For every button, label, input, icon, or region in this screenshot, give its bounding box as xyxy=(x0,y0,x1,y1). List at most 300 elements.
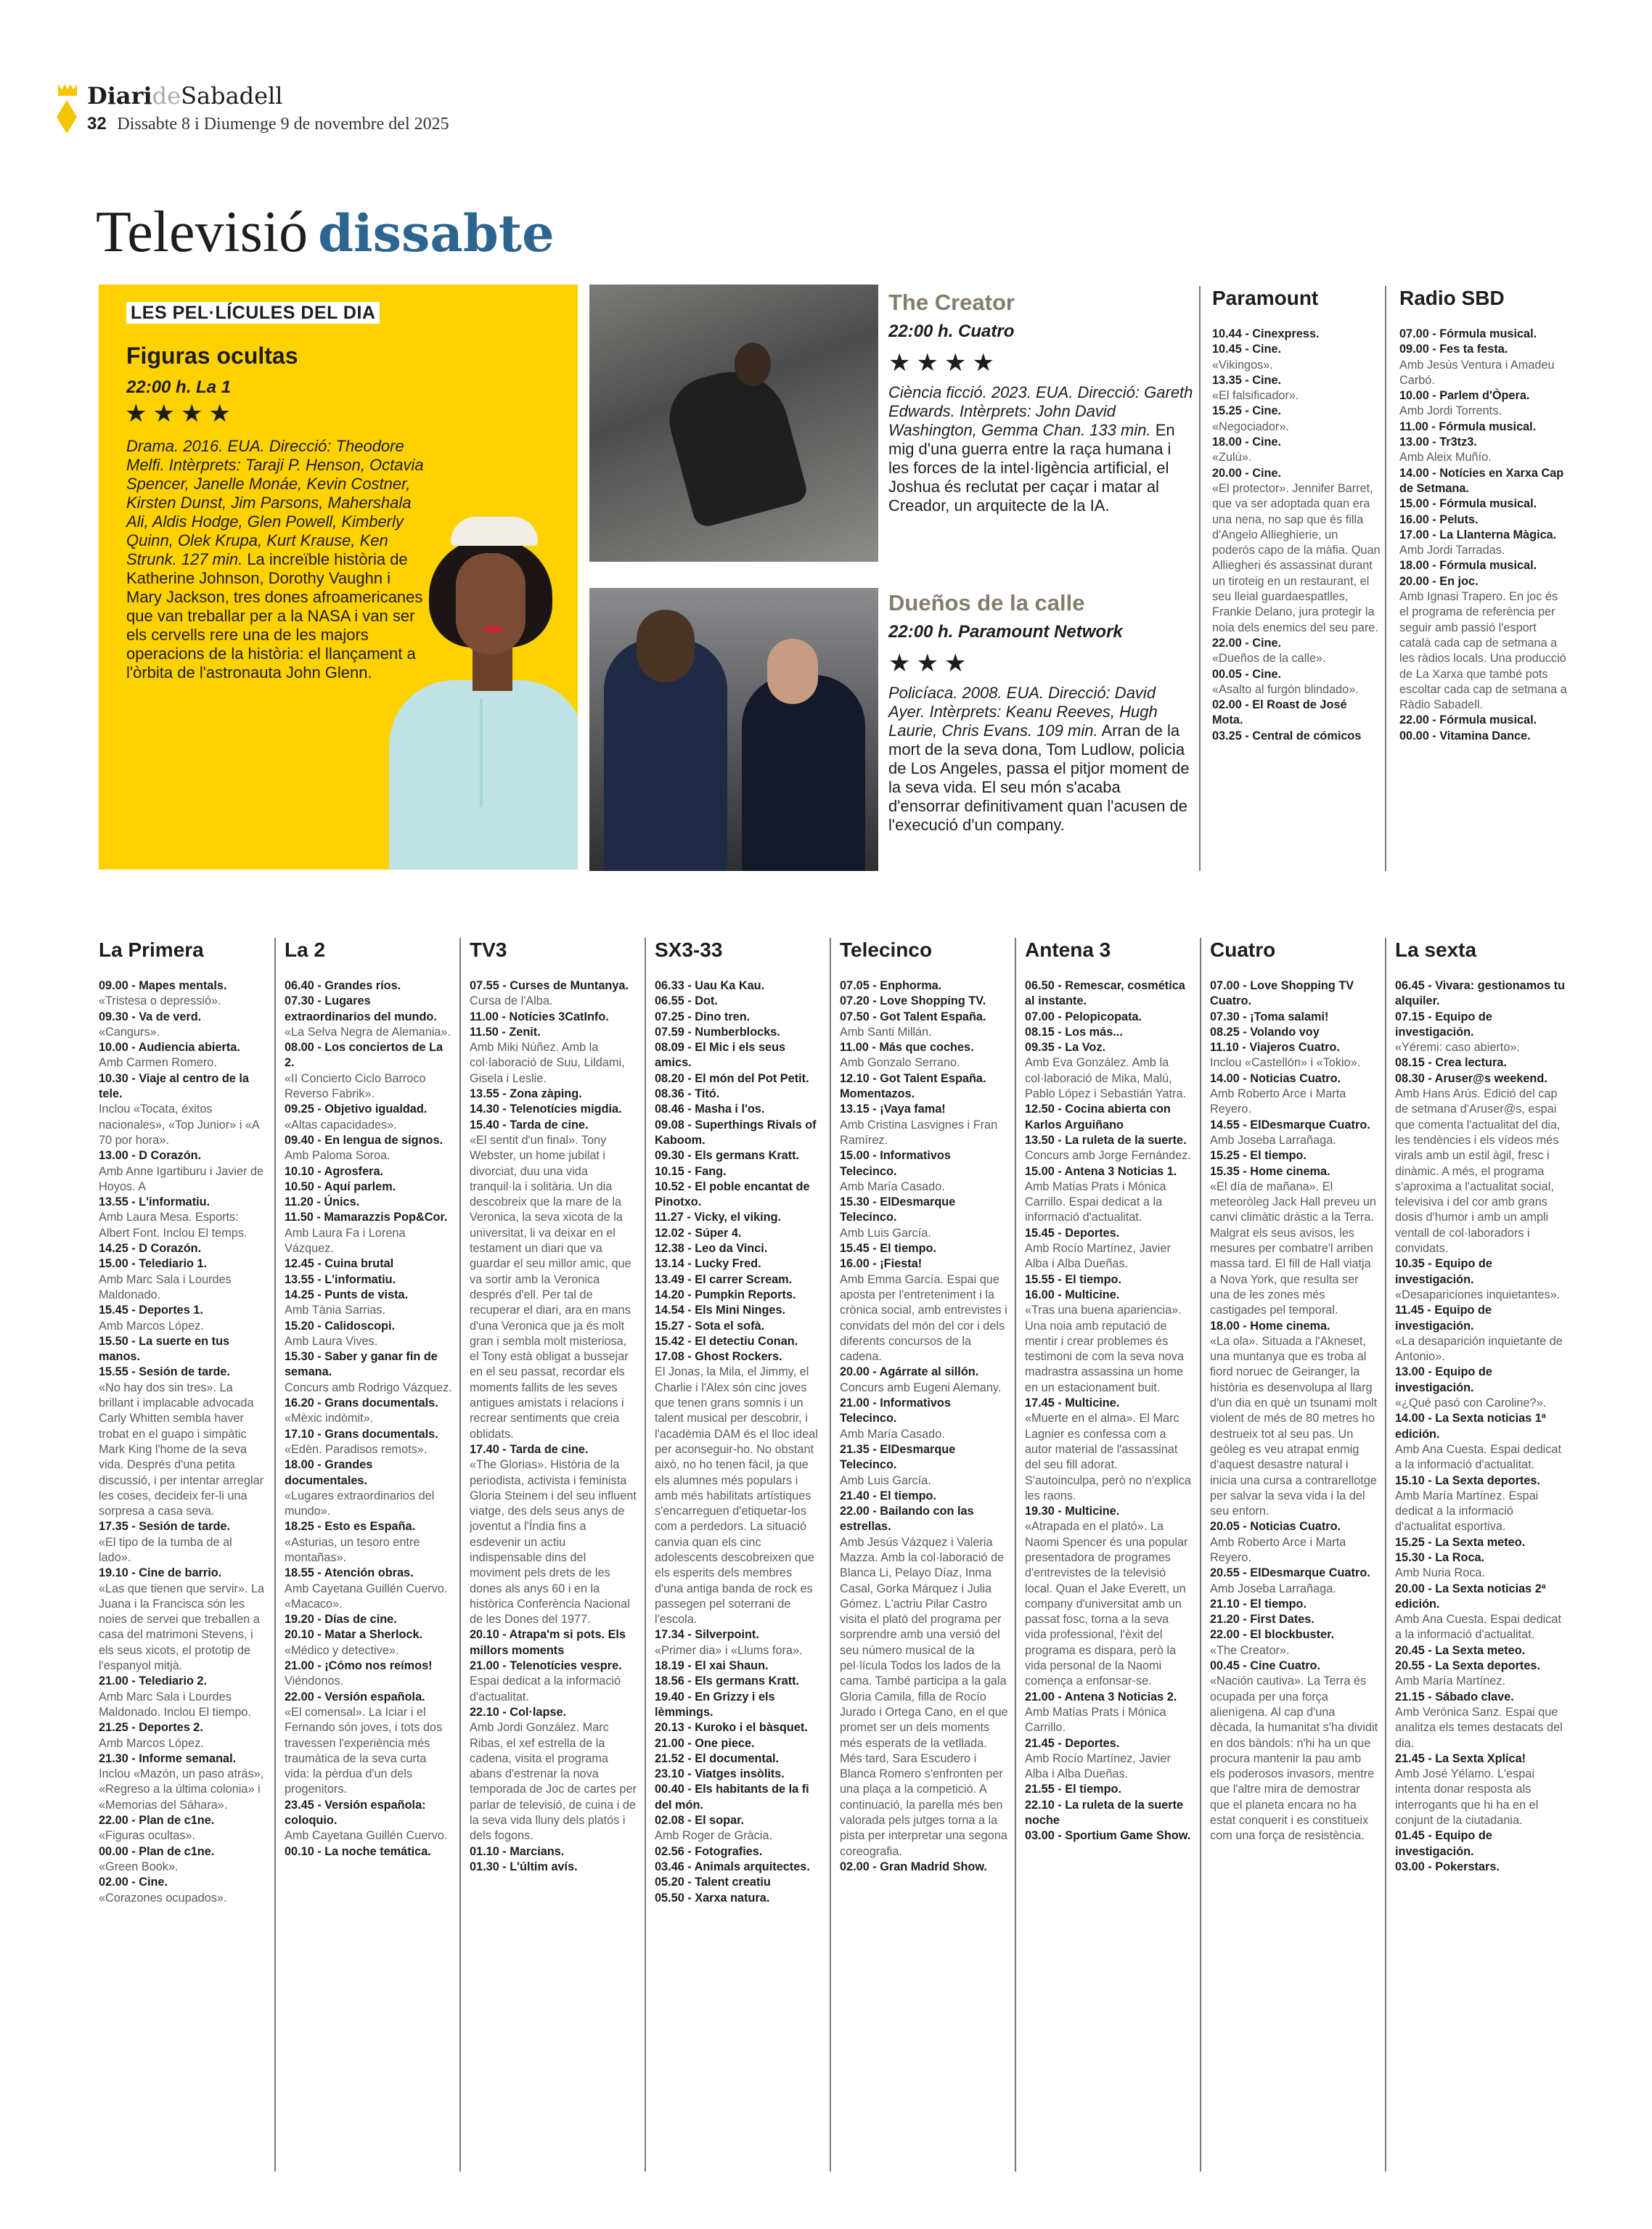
program-description: Amb Cristina Lasvignes i Fran Ramírez. xyxy=(840,1118,998,1147)
channel-column-la-2 xyxy=(285,938,453,2172)
channel-column-radio-sbd xyxy=(1399,286,1568,867)
channel-name: La sexta xyxy=(1395,938,1477,961)
program-listing xyxy=(1399,327,1568,342)
program-time-title: 21.45 - La Sexta Xplica! xyxy=(1395,1751,1526,1765)
program-time-title: 09.25 - Objetivo igualdad. xyxy=(285,1103,428,1116)
program-time-title: 06.33 - Uau Ka Kau. xyxy=(655,979,765,992)
program-time-title: 01.10 - Marcians. xyxy=(470,1844,565,1858)
program-time-title: 06.45 - Vivara: gestionamos tu alquiler. xyxy=(1395,979,1566,1008)
program-description: «Asturias, un tesoro entre montañas». xyxy=(285,1535,420,1564)
brand-part-diari: Diari xyxy=(87,82,152,110)
program-time-title: 00.05 - Cine. xyxy=(1212,667,1282,681)
program-time-title: 21.00 - Telediario 2. xyxy=(99,1674,208,1688)
program-listing xyxy=(840,1442,1008,1489)
program-listing xyxy=(1210,1566,1378,1597)
program-description: «¿Qué pasó con Caroline?». xyxy=(1395,1396,1547,1410)
program-time-title: 13.50 - La ruleta de la suerte. xyxy=(1025,1133,1187,1147)
program-time-title: 14.00 - Noticias Cuatro. xyxy=(1210,1071,1341,1085)
film-still-the-creator xyxy=(589,285,878,562)
program-description: Amb Jesús Ventura i Amadeu Carbó. xyxy=(1399,358,1555,387)
program-time-title: 14.54 - Els Mini Ninges. xyxy=(655,1304,786,1317)
program-listing xyxy=(1212,667,1381,698)
program-time-title: 15.45 - El tiempo. xyxy=(840,1242,937,1256)
program-listing xyxy=(1395,1256,1569,1303)
program-listing xyxy=(99,1751,267,1813)
program-listing xyxy=(1399,512,1568,528)
program-time-title: 18.00 - Grandes documentales. xyxy=(285,1458,373,1487)
program-time-title: 10.15 - Fang. xyxy=(655,1164,727,1178)
program-description: «El falsificador». xyxy=(1212,389,1299,403)
program-listing xyxy=(99,1875,267,1906)
program-description: Inclou «Mazón, un paso atrás», «Regreso a la última colonia» i «Memorias del Sáhara». xyxy=(99,1767,264,1812)
program-listing xyxy=(1399,435,1568,466)
program-time-title: 12.50 - Cocina abierta con Karlos Arguiñano xyxy=(1025,1103,1171,1132)
program-time-title: 00.45 - Cine Cuatro. xyxy=(1210,1659,1321,1673)
program-description: «Atrapada en el plató». La Naomi Spencer és una popular presentadora de programes d'entrevistes de la televisió local. Quan el Jake Everett, un company d'universitat amb un passat fosc, torna a la seva vida professional, l'èxit del programa es dispara, però la vida personal de la Naomi comença a enfonsar-se. xyxy=(1025,1520,1188,1688)
program-time-title: 19.10 - Cine de barrio. xyxy=(99,1566,222,1580)
channel-name: La Primera xyxy=(99,938,204,961)
program-time-title: 17.08 - Ghost Rockers. xyxy=(655,1350,782,1364)
program-listing xyxy=(655,1164,823,1179)
channel-name: Radio SBD xyxy=(1399,287,1505,309)
program-description: Amb Jordi Torrents. xyxy=(1399,404,1502,418)
program-listing xyxy=(285,1319,453,1350)
program-listing xyxy=(285,1659,453,1690)
program-listing xyxy=(1395,1659,1569,1690)
program-description: «La desaparición inquietante de Antonio». xyxy=(1395,1334,1563,1364)
section-kicker: LES PEL·LÍCULES DEL DIA xyxy=(126,302,380,324)
program-listing xyxy=(470,1102,638,1117)
program-description: «Corazones ocupados». xyxy=(99,1891,227,1905)
program-listing xyxy=(99,1720,267,1751)
column-divider xyxy=(1015,938,1016,2172)
program-time-title: 17.40 - Tarda de cine. xyxy=(470,1442,589,1456)
program-description: Amb Cayetana Guillén Cuervo. «Macaco». xyxy=(285,1582,448,1611)
program-time-title: 23.45 - Versión española: coloquio. xyxy=(285,1798,426,1828)
program-time-title: 08.46 - Masha i l'os. xyxy=(655,1103,765,1116)
program-description: Amb Eva González. Amb la col·laboració de Mika, Malú, Pablo López i Sebastián Yatra. xyxy=(1025,1056,1187,1101)
program-description: Amb Matías Prats i Mónica Carrillo. xyxy=(1025,1705,1166,1735)
program-time-title: 22.00 - Versión española. xyxy=(285,1690,425,1704)
program-description: «Zulú». xyxy=(1212,451,1252,465)
program-time-title: 20.55 - ElDesmarque Cuatro. xyxy=(1210,1566,1370,1580)
program-listing xyxy=(285,1272,453,1288)
program-description: Amb Marc Sala i Lourdes Maldonado. Inclou El tiempo. xyxy=(99,1690,251,1719)
program-time-title: 00.00 - Plan de c1ne. xyxy=(99,1844,215,1858)
film-review xyxy=(888,589,1193,835)
program-description: «El día de mañana». El meteoròleg Jack Hall preveu un canvi climàtic dràstic a la Terra. Malgrat els seus avisos, les mesures per combatre'l arriben massa tard. El fill de Hall viatja a Nova York, que resulta ser una de les zones més castigades pel temporal. xyxy=(1210,1179,1376,1317)
program-time-title: 05.20 - Talent creatiu xyxy=(655,1876,771,1889)
program-time-title: 12.10 - Got Talent España. Momentazos. xyxy=(840,1071,986,1101)
column-divider xyxy=(1199,286,1201,871)
program-description: Amb Tània Sarrias. xyxy=(285,1304,386,1317)
program-time-title: 13.49 - El carrer Scream. xyxy=(655,1272,793,1286)
program-description: Amb Ana Cuesta. Espai dedicat a la informació d'actualitat. xyxy=(1395,1613,1561,1642)
program-description: Amb José Yélamo. L'espai intenta donar resposta als interrogants que hi ha en el conjunt de la ciutadania. xyxy=(1395,1767,1539,1828)
program-time-title: 10.10 - Agrosfera. xyxy=(285,1164,384,1178)
program-description: «Yéremi: caso abierto». xyxy=(1395,1041,1520,1055)
program-time-title: 13.55 - L'informatiu. xyxy=(285,1272,396,1286)
program-time-title: 15.55 - Sesión de tarde. xyxy=(99,1365,230,1379)
star-rating-icon: ★★★★ xyxy=(888,349,1000,377)
program-description: Amb Rocío Martínez, Javier Alba i Alba Dueñas. xyxy=(1025,1242,1171,1271)
program-description: «Altas capacidades». xyxy=(285,1118,397,1132)
page-title-light: Televisió xyxy=(96,200,308,264)
program-time-title: 02.00 - Cine. xyxy=(99,1876,168,1889)
program-listing xyxy=(1025,1025,1193,1040)
program-listing xyxy=(655,978,823,994)
program-listing xyxy=(840,1256,1008,1365)
program-listing xyxy=(655,1674,823,1689)
program-listing xyxy=(470,1705,638,1844)
program-listing xyxy=(99,1334,267,1365)
program-time-title: 17.34 - Silverpoint. xyxy=(655,1628,759,1642)
program-description: «Negociador». xyxy=(1212,420,1289,433)
program-time-title: 13.00 - Tr3tz3. xyxy=(1399,435,1477,449)
program-description: «Edèn. Paradisos remots». xyxy=(285,1442,428,1456)
program-description: Amb Marcos López. xyxy=(99,1736,204,1750)
program-listing xyxy=(655,1349,823,1627)
program-time-title: 20.10 - Matar a Sherlock. xyxy=(285,1628,423,1642)
program-time-title: 18.00 - Fórmula musical. xyxy=(1399,559,1537,573)
program-listing xyxy=(1395,1071,1569,1257)
program-time-title: 10.00 - Parlem d'Òpera. xyxy=(1399,389,1530,403)
program-time-title: 16.00 - Multicine. xyxy=(1025,1288,1120,1301)
program-listing xyxy=(655,1256,823,1272)
program-description: Amb Marc Sala i Lourdes Maldonado. xyxy=(99,1272,232,1301)
program-listing xyxy=(1025,1133,1193,1164)
program-listing xyxy=(655,1025,823,1040)
program-listing xyxy=(1212,327,1381,342)
program-time-title: 16.00 - ¡Fiesta! xyxy=(840,1257,923,1271)
program-listing xyxy=(655,1782,823,1813)
program-time-title: 07.50 - Got Talent España. xyxy=(840,1010,986,1023)
program-description: «El protector». Jennifer Barret, que va ser adoptada quan era una nena, no sap que és filla d'Angelo Allieghierie, un poderós capo de la màfia. Quan Alliegheri és assassinat durant un tiroteig en un restaurant, el seu lleial guardaespatlles, Frankie Delano, jura protegir la noia dels enemics del seu pare. xyxy=(1212,481,1381,634)
program-description: Amb Jordi González. Marc Ribas, el xef estrella de la cadena, visita el programa abans d'estrenar la nova temporada de Joc de cartes per parlar de televisió, de cuina i de la seva vida lluny dels platós i dels fogons. xyxy=(470,1721,637,1843)
program-listing xyxy=(655,1844,823,1860)
program-time-title: 11.50 - Mamarazzis Pop&Cor. xyxy=(285,1211,448,1224)
program-description: «Asalto al furgón blindado». xyxy=(1212,682,1359,696)
program-time-title: 00.40 - Els habitants de la fi del món. xyxy=(655,1783,809,1812)
program-description: Amb Emma García. Espai que aposta per l'entreteniment i la crònica social, amb entrevistes i convidats del món del cor i dels diferents concursos de la cadena. xyxy=(840,1272,1007,1364)
program-description: «Desapariciones inquietantes». xyxy=(1395,1288,1561,1301)
program-description: Amb Verónica Sanz. Espai que analitza els temes destacats del dia. xyxy=(1395,1705,1563,1750)
star-rating-icon: ★★★★ xyxy=(125,400,237,428)
program-listing xyxy=(655,1241,823,1256)
program-listing xyxy=(655,1860,823,1875)
program-listing xyxy=(99,1071,267,1148)
program-listing xyxy=(285,1179,453,1195)
page-info xyxy=(87,113,449,135)
program-listing xyxy=(99,1674,267,1720)
program-time-title: 13.14 - Lucky Fred. xyxy=(655,1257,761,1271)
program-listing xyxy=(655,1319,823,1334)
program-listing xyxy=(99,1256,267,1303)
program-listing xyxy=(655,1690,823,1721)
program-listing xyxy=(840,1010,1008,1041)
program-time-title: 13.00 - Equipo de investigación. xyxy=(1395,1365,1492,1394)
program-listing xyxy=(285,1396,453,1427)
program-listing xyxy=(1210,978,1378,1010)
program-time-title: 20.13 - Kuroko i el bàsquet. xyxy=(655,1721,808,1735)
program-time-title: 21.40 - El tiempo. xyxy=(840,1489,937,1502)
program-listing xyxy=(99,978,267,1010)
program-time-title: 13.15 - ¡Vaya fama! xyxy=(840,1103,946,1116)
program-description: «Muerte en el alma». El Marc Lagnier es confessa com a autor material de l'assassinat del seu fill adorat. S'autoinculpa, però no n'explica les raons. xyxy=(1025,1412,1191,1502)
program-time-title: 09.30 - Els germans Kratt. xyxy=(655,1149,800,1163)
program-time-title: 12.45 - Cuina brutal xyxy=(285,1257,394,1271)
program-listing xyxy=(285,994,453,1040)
program-description: Amb María Casado. xyxy=(840,1427,945,1441)
channel-column-paramount xyxy=(1212,286,1381,867)
program-time-title: 05.50 - Xarxa natura. xyxy=(655,1891,770,1905)
film-text xyxy=(888,383,1193,515)
program-time-title: 17.00 - La Llanterna Màgica. xyxy=(1399,528,1557,541)
program-listing xyxy=(1025,1226,1193,1272)
program-description: «No hay dos sin tres». La brillant i implacable advocada Carly Whitten sembla haver trobat en el guapo i simpàtic Mark King l'home de la seva vida. Després d'una petita discussió, i per intentar arreglar les coses, decideix fer-li una sorpresa a casa seva. xyxy=(99,1381,264,1518)
program-listing xyxy=(655,1010,823,1025)
program-listing xyxy=(1025,1798,1193,1829)
program-time-title: 09.40 - En lengua de signos. xyxy=(285,1133,443,1147)
program-description: «The Glorias». Història de la periodista, activista i feminista Gloria Steinem i del seu influent viatge, des dels seus anys de joventut a l'Índia fins a esdevenir un actiu indispensable dins del moviment pels drets de les dones als anys 60 i en la històrica Conferència Nacional de les Dones del 1977. xyxy=(470,1458,637,1627)
program-description: Concurs amb Jorge Fernández. xyxy=(1025,1149,1191,1163)
channel-column-la-primera xyxy=(99,938,267,2172)
program-time-title: 11.10 - Viajeros Cuatro. xyxy=(1210,1041,1340,1055)
program-listing xyxy=(285,1288,453,1319)
program-listing xyxy=(1210,1659,1378,1844)
program-time-title: 18.56 - Els germans Kratt. xyxy=(655,1674,800,1688)
program-time-title: 13.35 - Cine. xyxy=(1212,373,1282,387)
program-description: «Médico y detective». xyxy=(285,1643,399,1657)
program-listing xyxy=(285,1427,453,1458)
program-description: Amb María Casado. xyxy=(840,1179,945,1193)
program-listing xyxy=(99,1813,267,1844)
program-listing xyxy=(1212,435,1381,466)
program-time-title: 18.00 - Cine. xyxy=(1212,435,1282,449)
program-time-title: 13.00 - D Corazón. xyxy=(99,1149,202,1163)
program-listing xyxy=(1395,1473,1569,1535)
program-listing xyxy=(840,1195,1008,1241)
program-description: Amb Ana Cuesta. Espai dedicat a la informació d'actualitat. xyxy=(1395,1442,1561,1472)
featured-film-time: 22:00 h. La 1 xyxy=(126,377,232,397)
program-description: Amb Joseba Larrañaga. xyxy=(1210,1133,1336,1147)
program-time-title: 02.56 - Fotografies. xyxy=(655,1844,763,1858)
program-description: Amb Laura Fa i Lorena Vázquez. xyxy=(285,1226,406,1256)
program-time-title: 10.30 - Viaje al centro de la tele. xyxy=(99,1071,249,1101)
program-listing xyxy=(285,1102,453,1133)
program-listing xyxy=(1210,1025,1378,1040)
program-time-title: 07.55 - Curses de Muntanya. xyxy=(470,979,629,992)
program-listing xyxy=(655,1087,823,1102)
program-description: «Dueños de la calle». xyxy=(1212,652,1326,666)
program-listing xyxy=(655,1288,823,1303)
sabadell-crest-icon xyxy=(57,84,78,136)
program-time-title: 09.00 - Fes ta festa. xyxy=(1399,343,1508,356)
program-time-title: 09.08 - Superthings Rivals of Kaboom. xyxy=(655,1118,817,1147)
program-listing xyxy=(1399,729,1568,744)
program-description: «El tipo de la tumba de al lado». xyxy=(99,1535,232,1564)
program-time-title: 11.00 - Fórmula musical. xyxy=(1399,420,1537,433)
program-time-title: 11.50 - Zenit. xyxy=(470,1025,541,1039)
program-time-title: 03.25 - Central de cómicos xyxy=(1212,729,1362,743)
program-time-title: 08.36 - Titó. xyxy=(655,1087,720,1101)
program-time-title: 02.00 - Gran Madrid Show. xyxy=(840,1860,987,1873)
film-time: 22:00 h. Cuatro xyxy=(888,322,1015,341)
program-listing xyxy=(655,1751,823,1767)
program-description: «Mèxic indòmit». xyxy=(285,1412,374,1426)
program-time-title: 15.30 - Saber y ganar fin de semana. xyxy=(285,1350,438,1379)
program-listing xyxy=(285,1210,453,1256)
program-listing xyxy=(655,1720,823,1735)
program-listing xyxy=(1399,713,1568,728)
channel-column-tv3 xyxy=(470,938,638,2172)
program-time-title: 10.50 - Aquí parlem. xyxy=(285,1179,396,1193)
star-rating-icon: ★★★ xyxy=(888,650,973,677)
program-listing xyxy=(470,1659,638,1705)
program-time-title: 22.00 - Fórmula musical. xyxy=(1399,713,1537,727)
program-listing xyxy=(655,1148,823,1163)
channel-name: Telecinco xyxy=(840,938,933,961)
film-title: The Creator xyxy=(888,290,1015,315)
program-description: «The Creator». xyxy=(1210,1643,1290,1657)
program-description: «Tristesa o depressió». xyxy=(99,994,221,1008)
program-listing xyxy=(655,1813,823,1844)
program-listing xyxy=(1395,1010,1569,1056)
program-listing xyxy=(470,1844,638,1860)
program-time-title: 10.00 - Audiencia abierta. xyxy=(99,1041,240,1055)
program-listing xyxy=(1395,1643,1569,1659)
program-description: Amb Matías Prats i Mónica Carrillo. Espai dedicat a la informació d'actualitat. xyxy=(1025,1179,1166,1224)
program-time-title: 21.25 - Deportes 2. xyxy=(99,1721,203,1735)
program-listing xyxy=(1395,1751,1569,1828)
program-listing xyxy=(655,1736,823,1751)
program-listing xyxy=(1395,1411,1569,1473)
program-time-title: 22.00 - Plan de c1ne. xyxy=(99,1814,215,1828)
program-listing xyxy=(840,1860,1008,1875)
program-time-title: 07.59 - Numberblocks. xyxy=(655,1025,780,1039)
program-listing xyxy=(840,1040,1008,1071)
program-listing xyxy=(285,978,453,994)
program-time-title: 10.35 - Equipo de investigación. xyxy=(1395,1257,1492,1286)
program-time-title: 15.25 - La Sexta meteo. xyxy=(1395,1535,1526,1549)
program-time-title: 08.09 - El Mic i els seus amics. xyxy=(655,1041,786,1070)
program-listing xyxy=(470,1442,638,1628)
program-time-title: 22.10 - La ruleta de la suerte noche xyxy=(1025,1798,1184,1828)
program-listing xyxy=(1210,1010,1378,1025)
program-listing xyxy=(99,1148,267,1195)
program-listing xyxy=(1395,1303,1569,1365)
program-listing xyxy=(99,1303,267,1334)
program-description: Amb Santi Millán. xyxy=(840,1025,932,1039)
program-description: Amb Rocío Martínez, Javier Alba i Alba Dueñas. xyxy=(1025,1751,1171,1781)
program-listing xyxy=(99,1365,267,1519)
program-description: Amb Roberto Arce i Marta Reyero. xyxy=(1210,1535,1346,1564)
program-listing xyxy=(1210,1519,1378,1566)
program-listing xyxy=(285,1133,453,1164)
program-listing xyxy=(1399,420,1568,435)
program-time-title: 21.55 - El tiempo. xyxy=(1025,1783,1122,1796)
channel-name: Cuatro xyxy=(1210,938,1276,961)
program-listing xyxy=(1210,1597,1378,1612)
program-time-title: 18.25 - Esto es España. xyxy=(285,1520,416,1534)
program-listing xyxy=(655,1102,823,1117)
column-divider xyxy=(1200,938,1201,2172)
program-listing xyxy=(99,1195,267,1241)
program-listing xyxy=(1025,1828,1193,1844)
program-time-title: 21.45 - Deportes. xyxy=(1025,1736,1120,1750)
program-listing xyxy=(1210,1612,1378,1627)
program-listing xyxy=(1212,729,1381,744)
brand-part-de: de xyxy=(152,82,181,110)
program-description: Amb Cayetana Guillén Cuervo. xyxy=(285,1829,448,1843)
program-listing xyxy=(1395,1535,1569,1550)
program-listing xyxy=(1210,1164,1378,1319)
program-time-title: 19.20 - Días de cine. xyxy=(285,1613,397,1627)
channel-name: TV3 xyxy=(470,938,507,961)
program-time-title: 20.10 - Atrapa'm si pots. Els millors moments xyxy=(470,1628,626,1657)
program-listing xyxy=(655,1040,823,1071)
program-description: Amb Laura Vives. xyxy=(285,1334,378,1348)
program-time-title: 15.30 - La Roca. xyxy=(1395,1550,1485,1564)
program-description: «Cangurs». xyxy=(99,1025,160,1039)
program-description: «El comensal». La Iciar i el Fernando són joves, i tots dos travessen l'experiència més traumàtica de la seva curta vida: la pèrdua d'un dels progenitors. xyxy=(285,1705,443,1796)
program-description: Amb Roger de Gràcia. xyxy=(655,1829,772,1843)
program-listing xyxy=(655,1272,823,1288)
program-time-title: 15.00 - Antena 3 Noticias 1. xyxy=(1025,1164,1177,1178)
program-time-title: 09.35 - La Voz. xyxy=(1025,1041,1105,1055)
program-listing xyxy=(1399,558,1568,573)
column-divider xyxy=(645,938,646,2172)
program-listing xyxy=(655,1210,823,1225)
program-time-title: 20.05 - Noticias Cuatro. xyxy=(1210,1520,1341,1534)
program-listing xyxy=(285,1349,453,1396)
program-time-title: 15.35 - Home cinema. xyxy=(1210,1164,1330,1178)
featured-film-panel xyxy=(99,285,578,870)
program-time-title: 22.00 - El blockbuster. xyxy=(1210,1628,1335,1642)
channel-column-telecinco xyxy=(840,938,1008,2172)
program-listing xyxy=(840,1102,1008,1148)
program-description: «Lugares extraordinarios del mundo». xyxy=(285,1489,435,1518)
issue-date: Dissabte 8 i Diumenge 9 de novembre del 2025 xyxy=(117,115,449,134)
program-time-title: 03.46 - Animals arquitectes. xyxy=(655,1860,810,1873)
channel-name: Paramount xyxy=(1212,287,1319,309)
program-listing xyxy=(1025,1736,1193,1783)
program-listing xyxy=(655,1891,823,1906)
featured-film-meta: Drama. 2016. EUA. Direcció: Theodore Melfi. Intèrprets: Taraji P. Henson, Octavia Spencer, Janelle Monáe, Kevin Costner, Kirsten Dunst, Jim Parsons, Mahershala Ali, Aldis Hodge, Glen Powell, Kimberly Quinn, Olek Krupa, Kurt Krause, Ken Strunk. 127 min. xyxy=(126,437,424,568)
program-time-title: 20.00 - En joc. xyxy=(1399,574,1479,588)
program-listing xyxy=(470,1627,638,1659)
program-time-title: 12.38 - Leo da Vinci. xyxy=(655,1242,768,1256)
program-listing xyxy=(1210,1040,1378,1071)
program-time-title: 20.55 - La Sexta deportes. xyxy=(1395,1659,1540,1673)
program-listing xyxy=(1399,342,1568,388)
program-time-title: 21.00 - One piece. xyxy=(655,1736,755,1750)
program-description: Amb María Martínez. Espai dedicat a la informació d'actualitat esportiva. xyxy=(1395,1489,1539,1534)
newspaper-brand xyxy=(87,81,283,110)
program-description: Amb Carmen Romero. xyxy=(99,1056,217,1070)
page-number: 32 xyxy=(87,114,107,134)
program-listing xyxy=(285,1690,453,1798)
program-time-title: 06.50 - Remescar, cosmética al instante. xyxy=(1025,979,1185,1008)
program-time-title: 15.45 - Deportes. xyxy=(1025,1226,1120,1240)
program-time-title: 16.20 - Grans documentals. xyxy=(285,1396,438,1410)
program-listing xyxy=(655,994,823,1009)
program-listing xyxy=(1025,1040,1193,1102)
program-description: Amb Jordi Tarradas. xyxy=(1399,544,1505,557)
program-time-title: 20.00 - Agárrate al sillón. xyxy=(840,1365,979,1379)
program-time-title: 21.52 - El documental. xyxy=(655,1751,780,1765)
program-time-title: 15.25 - El tiempo. xyxy=(1210,1149,1307,1163)
